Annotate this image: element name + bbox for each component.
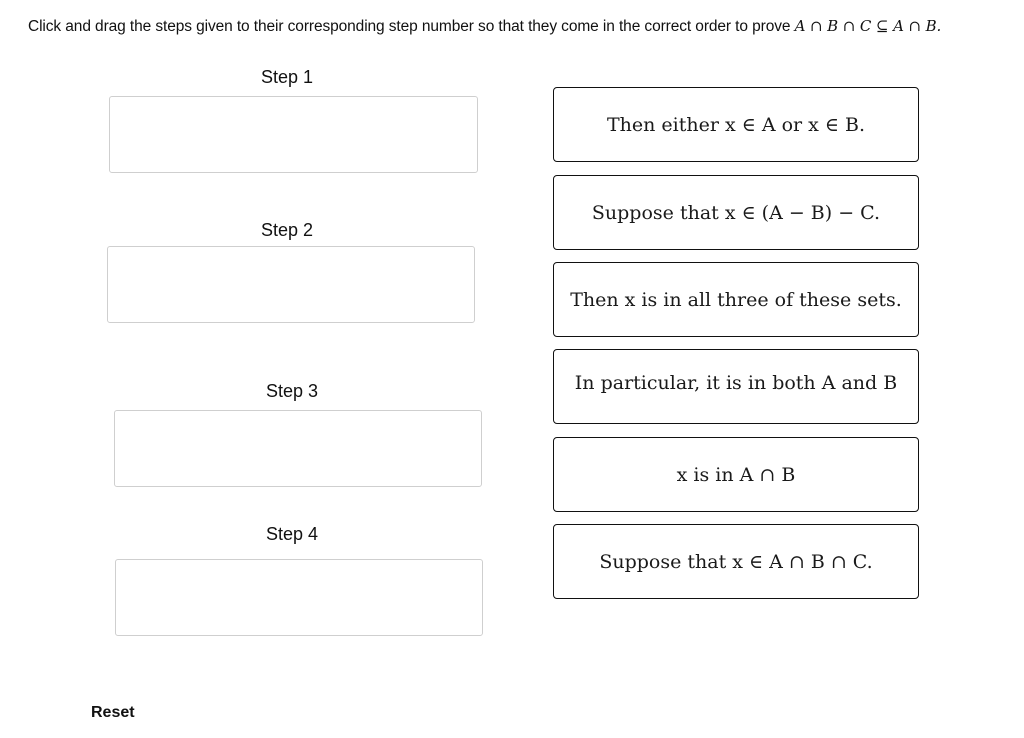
step-2-dropzone[interactable] <box>107 246 475 323</box>
step-3-dropzone[interactable] <box>114 410 482 487</box>
instruction-text <box>28 17 1018 36</box>
draggable-card[interactable]: In particular, it is in both A and B <box>553 349 919 424</box>
step-1-dropzone[interactable] <box>109 96 478 173</box>
instruction-prompt: Click and drag the steps given to their corresponding step number so that they come in the correct order to prove <box>28 18 791 35</box>
step-4-dropzone[interactable] <box>115 559 483 636</box>
draggable-card[interactable]: x is in A ∩ B <box>553 437 919 512</box>
reset-button[interactable]: Reset <box>91 704 135 721</box>
instruction-statement: A ∩ B ∩ C ⊆ A ∩ B. <box>794 17 942 35</box>
step-3-label: Step 3 <box>266 381 319 401</box>
step-1-label: Step 1 <box>261 67 314 87</box>
draggable-card[interactable]: Then x is in all three of these sets. <box>553 262 919 337</box>
step-4-label: Step 4 <box>266 524 319 544</box>
draggable-card[interactable]: Suppose that x ∈ A ∩ B ∩ C. <box>553 524 919 599</box>
draggable-card[interactable]: Then either x ∈ A or x ∈ B. <box>553 87 919 162</box>
step-2-label: Step 2 <box>261 220 314 240</box>
draggable-card[interactable]: Suppose that x ∈ (A − B) − C. <box>553 175 919 250</box>
